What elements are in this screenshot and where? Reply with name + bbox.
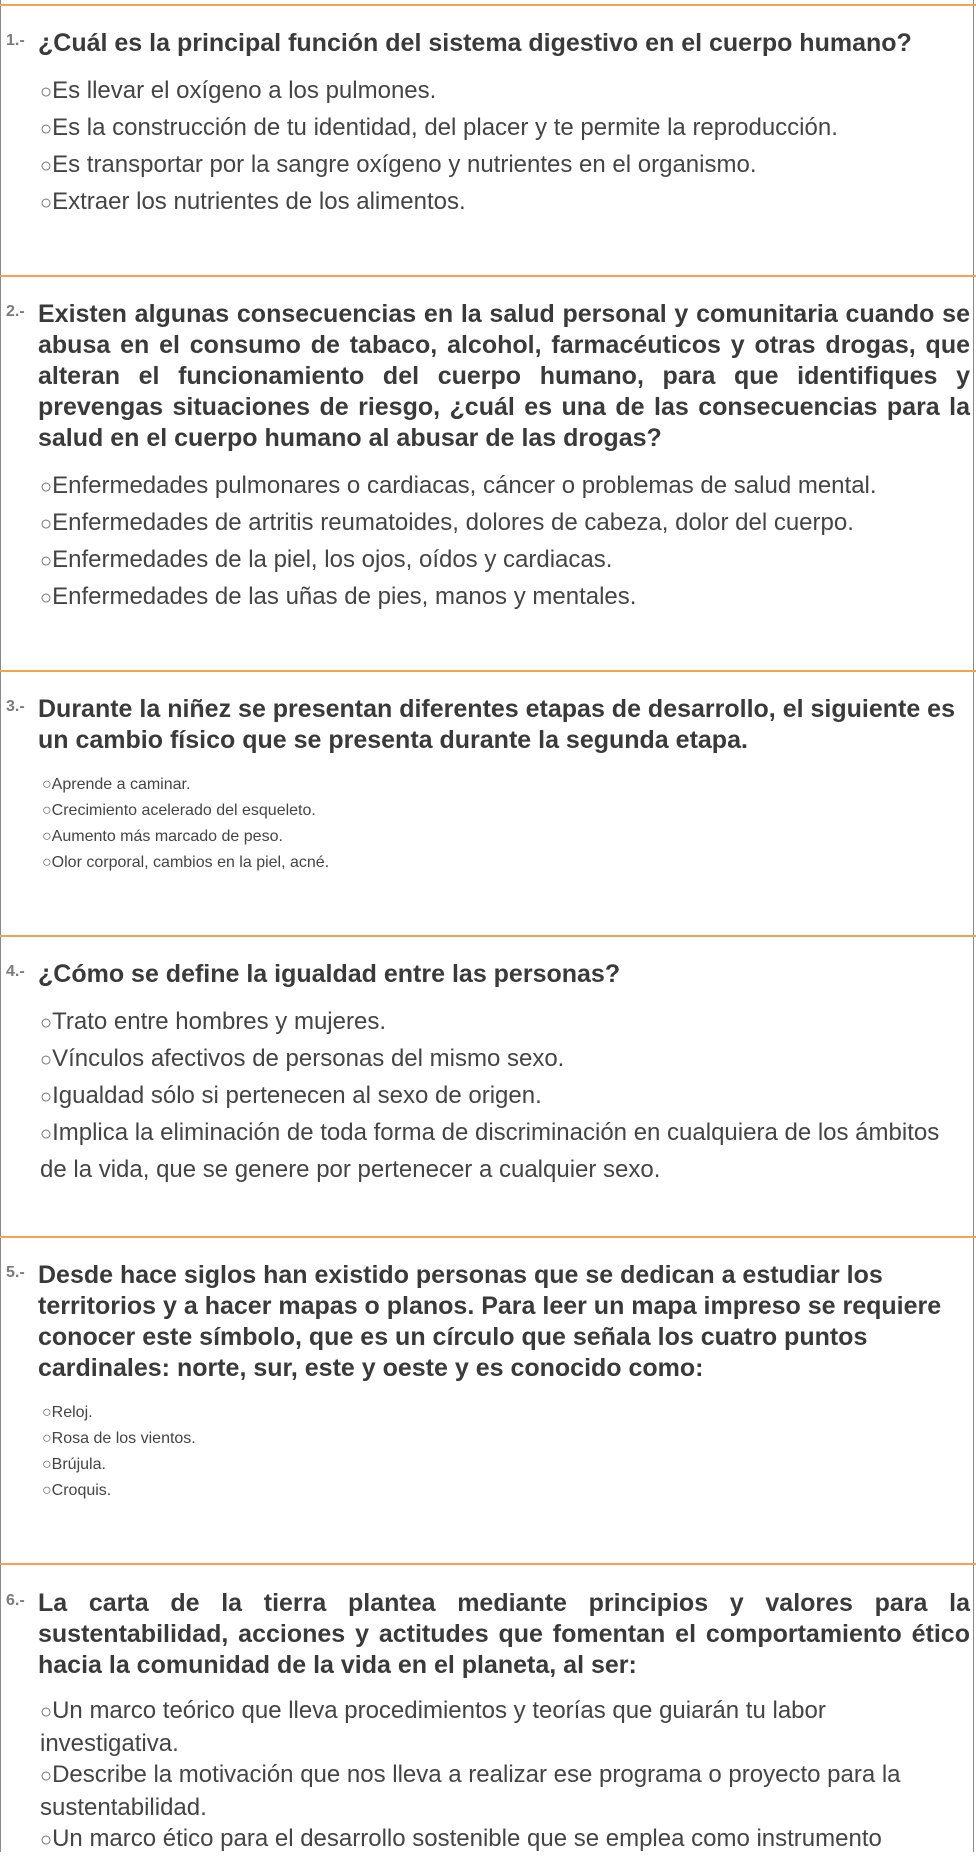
- radio-icon[interactable]: ○: [42, 1404, 52, 1421]
- answer-options: [40, 73, 976, 221]
- radio-icon[interactable]: ○: [40, 118, 53, 140]
- question-text: La carta de la tierra plantea mediante principios y valores para la sustentabilidad, acciones y actitudes que fomentan el comportamiento ético hacia la comunidad de la vida en el planeta, al ser:: [38, 1589, 970, 1679]
- answer-option[interactable]: ○Extraer los nutrientes de los alimentos.: [40, 188, 466, 215]
- question-header: [0, 694, 976, 756]
- answer-option[interactable]: ○Un marco ético para el desarrollo sostenible que se emplea como instrumento: [40, 1825, 882, 1852]
- answer-options: [42, 772, 976, 876]
- question-header: [0, 28, 976, 59]
- radio-icon[interactable]: ○: [40, 1049, 53, 1071]
- radio-icon[interactable]: ○: [40, 1829, 53, 1851]
- question-2: [0, 299, 976, 616]
- question-6: [0, 1588, 976, 1856]
- question-number: 2.-: [6, 303, 25, 320]
- answer-option[interactable]: ○Trato entre hombres y mujeres.: [40, 1008, 386, 1035]
- answer-option[interactable]: ○Implica la eliminación de toda forma de discriminación en cualquiera de los ámbitos de la vida, que se genere por pertenecer a cualquier sexo.: [40, 1119, 940, 1183]
- radio-icon[interactable]: ○: [40, 155, 53, 177]
- radio-icon[interactable]: ○: [42, 1456, 52, 1473]
- question-number: 5.-: [6, 1264, 25, 1281]
- radio-icon[interactable]: ○: [40, 81, 53, 103]
- question-text: Existen algunas consecuencias en la salud personal y comunitaria cuando se abusa en el consumo de tabaco, alcohol, farmacéuticos y otras drogas, que alteran el funcionamiento del cuerpo humano, para que identifiques y prevengas situaciones de riesgo, ¿cuál es una de las consecuencias para la salud en el cuerpo humano al abusar de las drogas?: [38, 300, 970, 452]
- radio-icon[interactable]: ○: [42, 1430, 52, 1447]
- answer-option[interactable]: ○Crecimiento acelerado del esqueleto.: [42, 802, 316, 819]
- question-divider: [0, 4, 976, 6]
- answer-option[interactable]: ○Enfermedades de las uñas de pies, manos y mentales.: [40, 583, 637, 610]
- question-divider: [0, 275, 976, 277]
- answer-option[interactable]: ○Reloj.: [42, 1404, 93, 1421]
- radio-icon[interactable]: ○: [42, 854, 52, 871]
- answer-options: [40, 468, 976, 616]
- answer-option[interactable]: ○Vínculos afectivos de personas del mismo sexo.: [40, 1045, 565, 1072]
- radio-icon[interactable]: ○: [40, 587, 53, 609]
- question-text: ¿Cuál es la principal función del sistema digestivo en el cuerpo humano?: [38, 29, 912, 57]
- question-header: [0, 299, 976, 454]
- question-header: [0, 1588, 976, 1681]
- answer-option[interactable]: ○Olor corporal, cambios en la piel, acné.: [42, 854, 330, 871]
- question-divider: [0, 1563, 976, 1565]
- question-divider: [0, 1236, 976, 1238]
- radio-icon[interactable]: ○: [40, 1012, 53, 1034]
- question-5: [0, 1260, 976, 1504]
- radio-icon[interactable]: ○: [40, 192, 53, 214]
- answer-option[interactable]: ○Aprende a caminar.: [42, 776, 191, 793]
- question-text: Durante la niñez se presentan diferentes etapas de desarrollo, el siguiente es un cambio físico que se presenta durante la segunda etapa.: [38, 695, 955, 754]
- radio-icon[interactable]: ○: [42, 776, 52, 793]
- question-4: [0, 959, 976, 1187]
- answer-option[interactable]: ○Es transportar por la sangre oxígeno y nutrientes en el organismo.: [40, 151, 757, 178]
- question-divider: [0, 935, 976, 937]
- answer-option[interactable]: ○Describe la motivación que nos lleva a realizar ese programa o proyecto para la sustentabilidad.: [40, 1761, 901, 1821]
- answer-option[interactable]: ○Enfermedades pulmonares o cardiacas, cáncer o problemas de salud mental.: [40, 472, 877, 499]
- answer-option[interactable]: ○Es la construcción de tu identidad, del placer y te permite la reproducción.: [40, 114, 838, 141]
- radio-icon[interactable]: ○: [40, 550, 53, 572]
- answer-option[interactable]: ○Croquis.: [42, 1482, 112, 1499]
- question-number: 1.-: [6, 32, 25, 49]
- answer-option[interactable]: ○Enfermedades de artritis reumatoides, dolores de cabeza, dolor del cuerpo.: [40, 509, 854, 536]
- answer-options: [40, 1695, 976, 1856]
- question-header: [0, 959, 976, 990]
- question-number: 3.-: [6, 698, 25, 715]
- answer-option[interactable]: ○Rosa de los vientos.: [42, 1430, 196, 1447]
- radio-icon[interactable]: ○: [40, 1701, 53, 1723]
- answer-options: [42, 1400, 976, 1504]
- question-header: [0, 1260, 976, 1384]
- radio-icon[interactable]: ○: [42, 802, 52, 819]
- radio-icon[interactable]: ○: [40, 1123, 53, 1145]
- question-number: 4.-: [6, 963, 25, 980]
- radio-icon[interactable]: ○: [42, 828, 52, 845]
- answer-option[interactable]: ○Aumento más marcado de peso.: [42, 828, 283, 845]
- question-text: ¿Cómo se define la igualdad entre las personas?: [38, 960, 621, 988]
- question-divider: [0, 670, 976, 672]
- radio-icon[interactable]: ○: [40, 513, 53, 535]
- answer-option[interactable]: ○Brújula.: [42, 1456, 106, 1473]
- answer-option[interactable]: ○Es llevar el oxígeno a los pulmones.: [40, 77, 437, 104]
- radio-icon[interactable]: ○: [42, 1482, 52, 1499]
- radio-icon[interactable]: ○: [40, 1086, 53, 1108]
- radio-icon[interactable]: ○: [40, 1765, 53, 1787]
- question-3: [0, 694, 976, 876]
- question-1: [0, 28, 976, 221]
- radio-icon[interactable]: ○: [40, 476, 53, 498]
- question-text: Desde hace siglos han existido personas que se dedican a estudiar los territorios y a hacer mapas o planos. Para leer un mapa impreso se requiere conocer este símbolo, que es un círculo que señala los cuatro puntos cardinales: norte, sur, este y oeste y es conocido como:: [38, 1261, 942, 1382]
- answer-options: [40, 1004, 976, 1187]
- answer-option[interactable]: ○Un marco teórico que lleva procedimientos y teorías que guiarán tu labor investigativa.: [40, 1697, 826, 1757]
- answer-option[interactable]: ○Igualdad sólo si pertenecen al sexo de origen.: [40, 1082, 542, 1109]
- question-number: 6.-: [6, 1592, 25, 1609]
- answer-option[interactable]: ○Enfermedades de la piel, los ojos, oídos y cardiacas.: [40, 546, 613, 573]
